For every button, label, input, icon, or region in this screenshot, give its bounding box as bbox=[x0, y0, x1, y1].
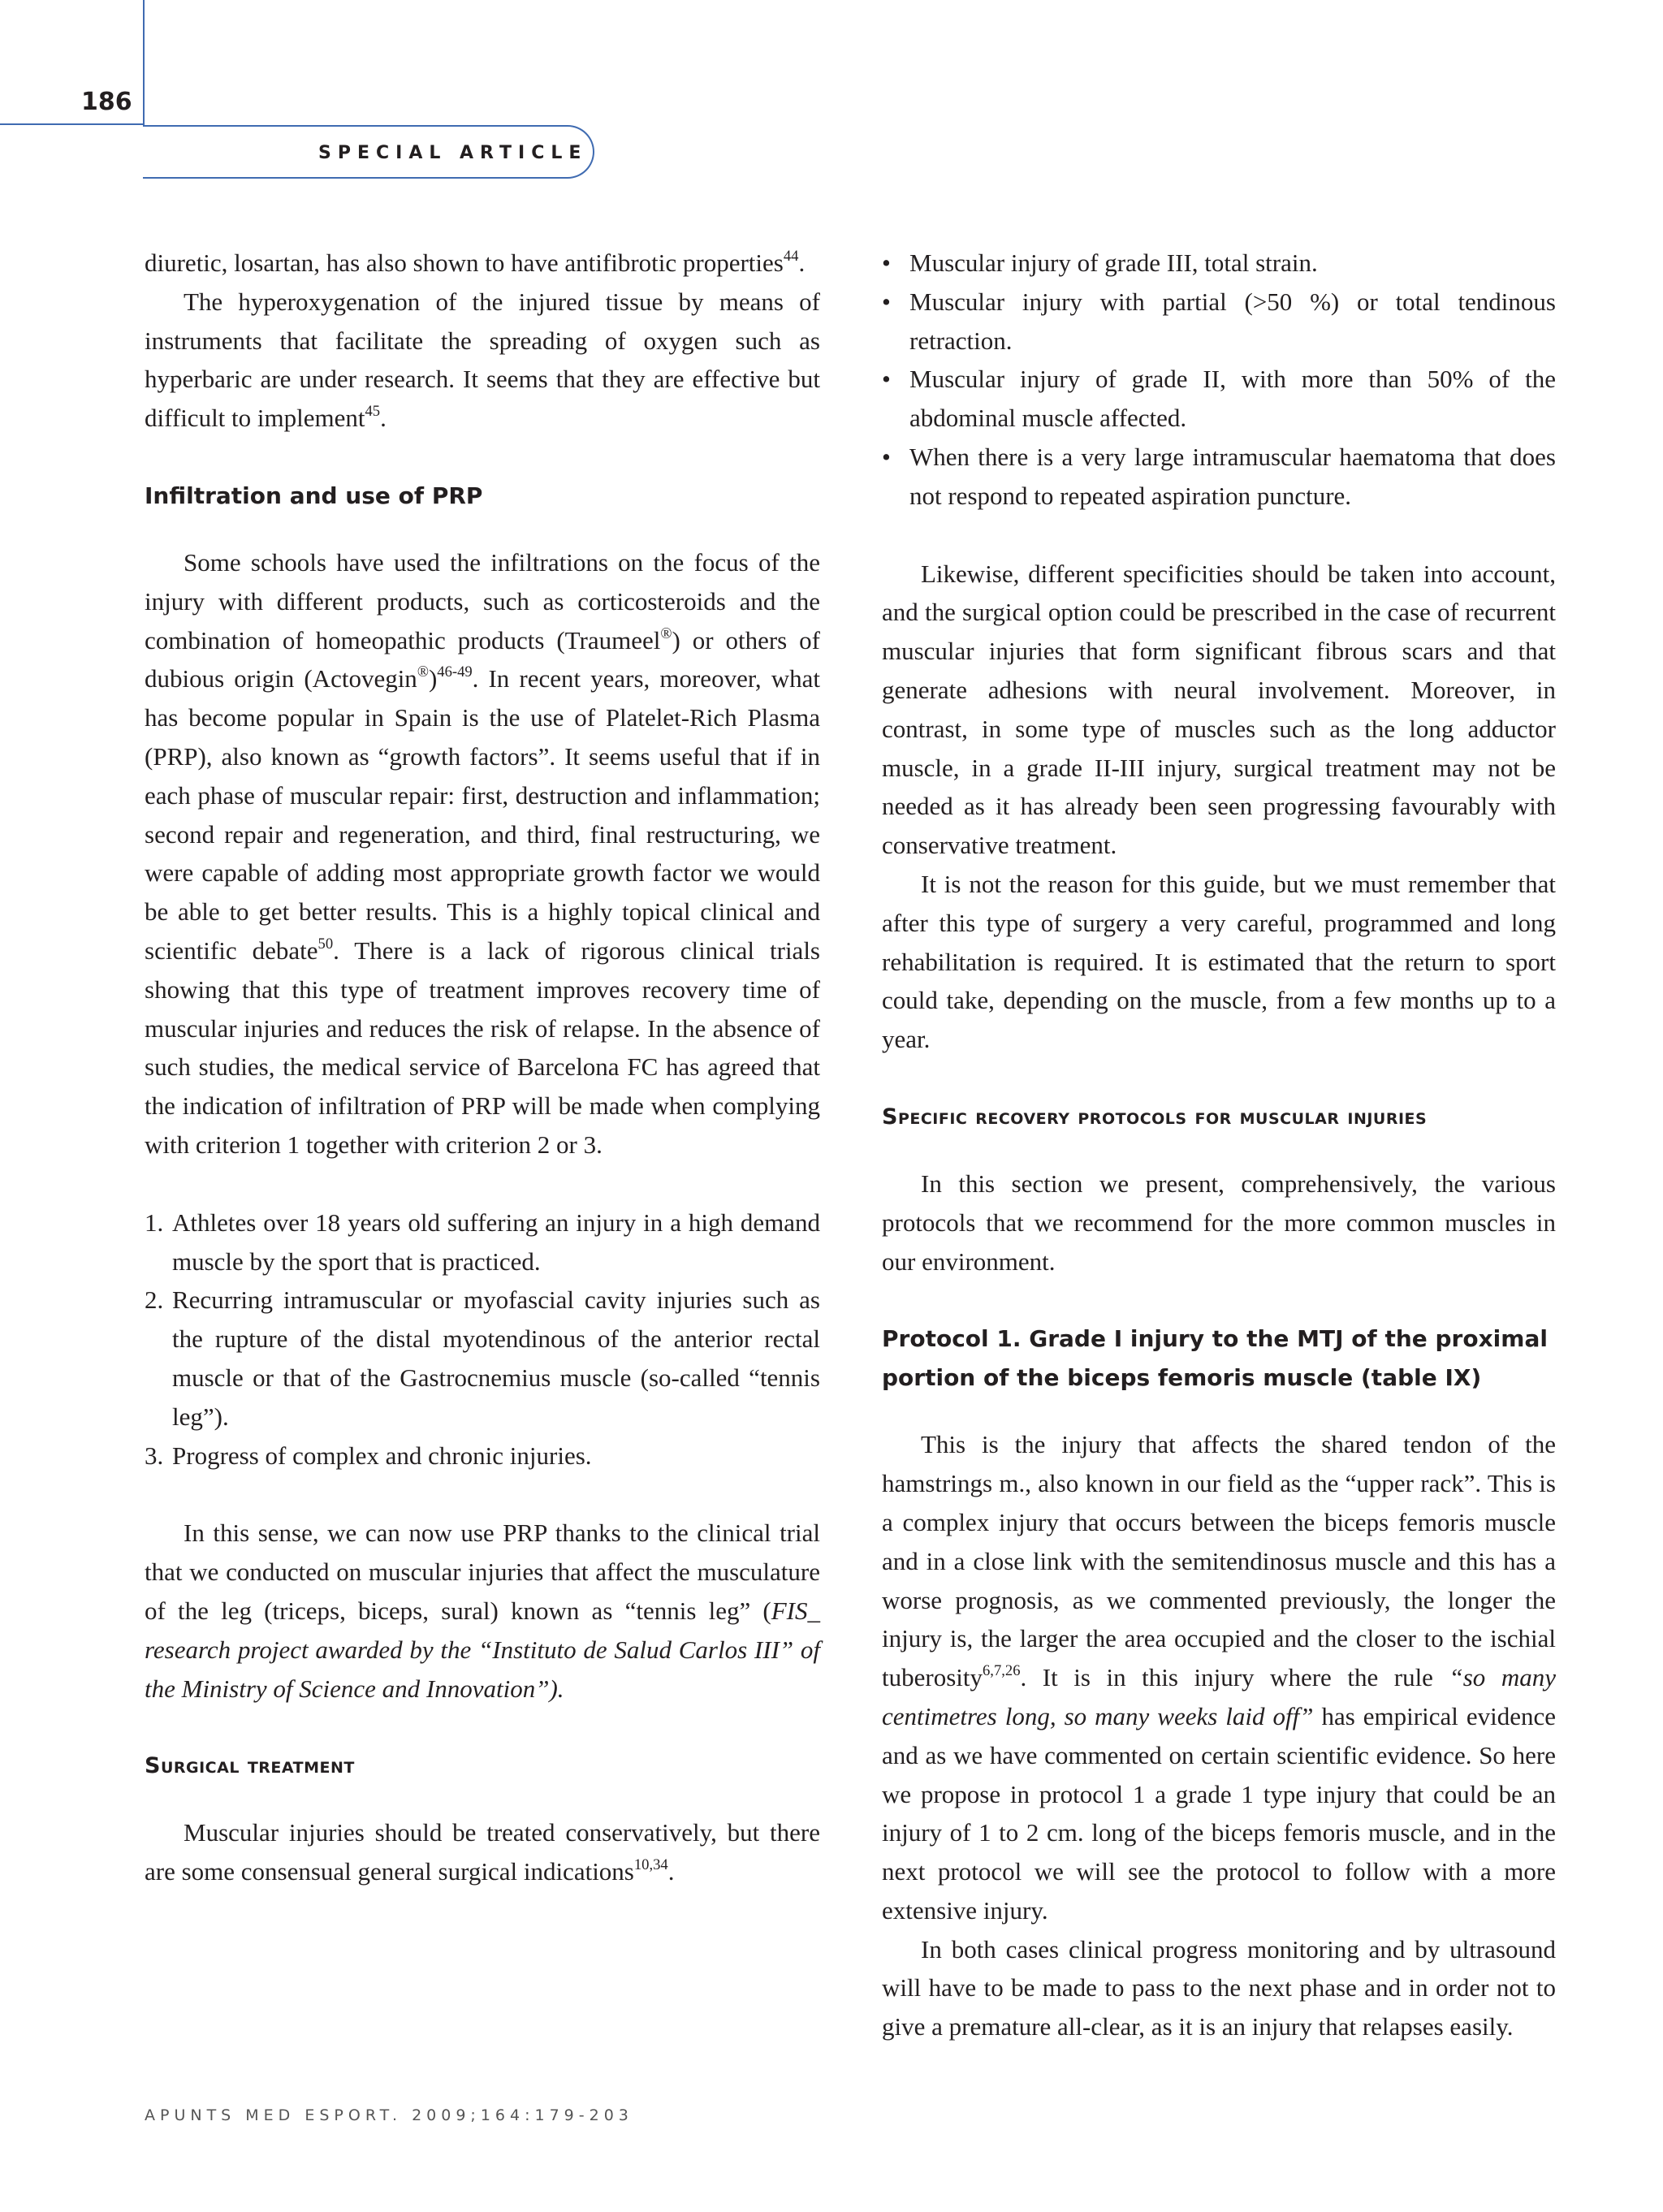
page-number: 186 bbox=[81, 88, 132, 116]
header-vertical-rule bbox=[143, 0, 145, 123]
paragraph: Muscular injuries should be treated conservatively, but there are some consensual general surgical indications$^{10,34}$. bbox=[145, 1818, 820, 1886]
paragraph: It is not the reason for this guide, but we must remember that after this type of surgery a very careful, programmed and long rehabilitation is required. It is estimated that the return to sport could take, depending on the muscle, from a few months up to a year. bbox=[882, 869, 1556, 1054]
journal-footer: APUNTS MED ESPORT. 2009;164:179-203 bbox=[145, 2106, 633, 2124]
header-horizontal-rule bbox=[0, 123, 145, 125]
paragraph: diuretic, losartan, has also shown to have antifibrotic properties$^{44}$. bbox=[145, 247, 806, 277]
paragraph: In this sense, we can now use PRP thanks to the clinical trial that we conducted on muscular injuries that affect the musculature of the leg (triceps, biceps, sural) known as “tennis leg” (FIS_ research project awarded by the “Instituto de Salud Carlos III” of the Ministry of Science and Innovation”). bbox=[145, 1519, 820, 1703]
criteria-list bbox=[145, 1203, 820, 1475]
list-item: 1. Athletes over 18 years old suffering an injury in a high demand muscle by the sport that is practiced. bbox=[145, 1208, 820, 1276]
right-column bbox=[882, 244, 1556, 2046]
paragraph: The hyperoxygenation of the injured tissue by means of instruments that facilitate the spreading of oxygen such as hyperbaric are under research. It seems that they are effective but difficult to implement$^{45}$. bbox=[145, 287, 820, 433]
section-heading: Surgical treatment bbox=[145, 1753, 355, 1779]
surgical-indications-list bbox=[882, 244, 1556, 516]
paragraph: Likewise, different specificities should be taken into account, and the surgical option could be prescribed in the case of recurrent muscular injuries that form significant fibrous scars and that generate adhesions with neural involvement. Moreover, in contrast, in some type of muscles such as the long adductor muscle, in a grade II-III injury, surgical treatment may not be needed as it has already been seen progressing favourably with conservative treatment. bbox=[882, 559, 1556, 860]
list-item: • Muscular injury with partial (>50 %) or total tendinous retraction. bbox=[882, 287, 1556, 355]
list-item: • When there is a very large intramuscular haematoma that does not respond to repeated aspiration puncture. bbox=[882, 442, 1556, 510]
list-item: • Muscular injury of grade II, with more than 50% of the abdominal muscle affected. bbox=[882, 365, 1556, 433]
section-heading: Infiltration and use of PRP bbox=[145, 482, 483, 509]
section-heading: Specific recovery protocols for muscular injuries bbox=[882, 1104, 1428, 1130]
paragraph: Some schools have used the infiltrations on the focus of the injury with different products, such as corticosteroids and the combination of homeopathic products (Traumeel®) or others of dubious origin (Actovegin®)$^{46-49}$. In recent years, moreover, what has become popular in Spain is the use of Platelet-Rich Plasma (PRP), also known as “growth factors”. It seems useful that if in each phase of muscular repair: first, destruction and inflammation; second repair and regeneration, and third, final restructuring, we were capable of adding most appropriate growth factor we would be able to get better results. This is a highly topical clinical and scientific debate$^{50}$. There is a lack of rigorous clinical trials showing that this type of treatment improves recovery time of muscular injuries and reduces the risk of relapse. In the absence of such studies, the medical service of Barcelona FC has agreed that the indication of infiltration of PRP will be made when complying with criterion 1 together with criterion 2 or 3. bbox=[145, 547, 820, 1159]
list-item: 3. Progress of complex and chronic injuries. bbox=[145, 1441, 592, 1470]
left-column bbox=[145, 244, 820, 1891]
paragraph: This is the injury that affects the shared tendon of the hamstrings m., also known in our field as the “upper rack”. This is a complex injury that occurs between the biceps femoris muscle and in a close link with the semitendinosus muscle and this has a worse prognosis, as we commented previously, the longer the injury is, the larger the area occupied and the closer to the ischial tuberosity$^{6,7,26}$. It is in this injury where the rule “so many centimetres long, so many weeks laid off” has empirical evidence and as we have commented on certain scientific evidence. So here we propose in protocol 1 a grade 1 type injury that could be an injury of 1 to 2 cm. long of the biceps femoris muscle, and in the next protocol we will see the protocol to follow with a more extensive injury. bbox=[882, 1430, 1556, 1925]
list-item: 2. Recurring intramuscular or myofascial cavity injuries such as the rupture of the distal myotendinous of the anterior rectal muscle or that of the Gastrocnemius muscle (so-called “tennis leg”). bbox=[145, 1285, 820, 1431]
paragraph: In both cases clinical progress monitoring and by ultrasound will have to be made to pass to the next phase and in order not to give a premature all-clear, as it is an injury that relapses easily. bbox=[882, 1934, 1556, 2041]
section-heading: Protocol 1. Grade I injury to the MTJ of the proximal portion of the biceps femoris muscle (table IX) bbox=[882, 1325, 1548, 1392]
section-label: SPECIAL ARTICLE bbox=[318, 143, 588, 163]
list-item: • Muscular injury of grade III, total strain. bbox=[882, 248, 1318, 277]
paragraph: In this section we present, comprehensively, the various protocols that we recommend for the more common muscles in our environment. bbox=[882, 1169, 1556, 1276]
